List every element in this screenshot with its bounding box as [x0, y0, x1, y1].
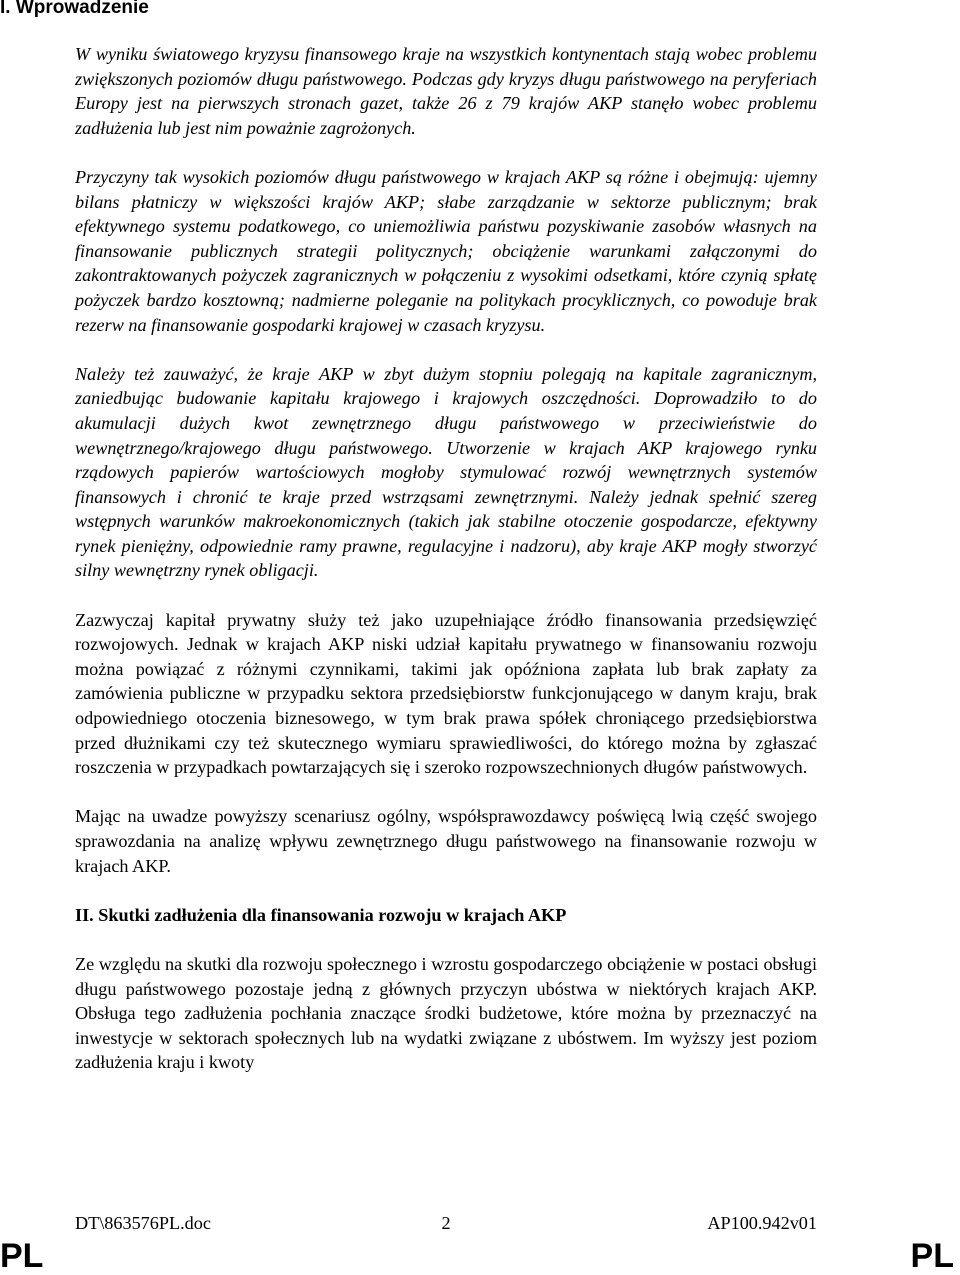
paragraph-debt-causes: Przyczyny tak wysokich poziomów długu państwowego w krajach AKP są różne i obejmują: ujemny bilans płatniczy w większości krajów AKP; słabe zarządzanie w sektorze publicznym; brak efektywnego systemu podatkowego, co uniemożliwia państwu pozyskiwanie zasobów własnych na finansowanie publicznych strategii politycznych; obciążenie warunkami załączonymi do zakontraktowanych pożyczek zagranicznych w połączeniu z wysokimi odsetkami, które czynią spłatę pożyczek bardzo kosztowną; nadmierne poleganie na politykach procyklicznych, co powoduje brak rezerw na finansowanie gospodarki krajowej w czasach kryzysu.	[75, 166, 817, 335]
footer-doc-reference: DT\863576PL.doc	[75, 1213, 211, 1233]
paragraph-crisis-overview: W wyniku światowego kryzysu finansowego kraje na wszystkich kontynentach stają wobec problemu zwiększonych poziomów długu państwowego. Podczas gdy kryzys długu państwowego na peryferiach Europy jest na pierwszych stronach gazet, także 26 z 79 krajów AKP stanęło wobec problemu zadłużenia lub jest nim poważnie zagrożonych.	[75, 44, 817, 138]
paragraph-private-capital: Zazwyczaj kapitał prywatny służy też jako uzupełniające źródło finansowania przedsięwzięć rozwojowych. Jednak w krajach AKP niski udział kapitału prywatnego w finansowaniu rozwoju można powiązać z różnymi czynnikami, takimi jak opóźniona zapłata lub brak zapłaty za zamówienia publiczne w przypadku sektora przedsiębiorstw funkcjonującego w danym kraju, brak odpowiedniego otoczenia biznesowego, w tym brak prawa spółek chroniącego przedsiębiorstwa przed dłużnikami czy też skutecznego wymiaru sprawiedliwości, do którego można by zgłaszać roszczenia w przypadkach powtarzających się i szeroko rozpowszechnionych długów państwowych.	[75, 609, 817, 778]
footer-doc-code: AP100.942v01	[707, 1213, 817, 1233]
language-code-right: PL	[910, 1237, 954, 1275]
section-heading-introduction: I. Wprowadzenie	[0, 0, 149, 18]
paragraph-debt-service: Ze względu na skutki dla rozwoju społecznego i wzrostu gospodarczego obciążenie w postaci obsługi długu państwowego pozostaje jedną z głównych przyczyn ubóstwa w niektórych krajach AKP. Obsługa tego zadłużenia pochłania znaczące środki budżetowe, które można by przeznaczyć na inwestycje w sektorach społecznych lub na wydatki związane z ubóstwem. Im wyższy jest poziom zadłużenia kraju i kwoty	[75, 953, 817, 1073]
document-body	[75, 42, 817, 1100]
footer-page-number: 2	[441, 1213, 451, 1233]
language-code-left: PL	[0, 1237, 44, 1275]
section-heading-debt-effects: II. Skutki zadłużenia dla finansowania rozwoju w krajach AKP	[75, 904, 567, 925]
paragraph-report-scope: Mając na uwadze powyższy scenariusz ogólny, współsprawozdawcy poświęcą lwią część swojego sprawozdania na analizę wpływu zewnętrznego długu państwowego na finansowanie rozwoju w krajach AKP.	[75, 806, 817, 876]
paragraph-foreign-capital: Należy też zauważyć, że kraje AKP w zbyt dużym stopniu polegają na kapitale zagranicznym, zaniedbując budowanie kapitału krajowego i krajowych oszczędności. Doprowadziło to do akumulacji dużych kwot zewnętrznego długu państwowego w przeciwieństwie do wewnętrznego/krajowego długu państwowego. Utworzenie w krajach AKP krajowego rynku rządowych papierów wartościowych mogłoby stymulować rozwój wewnętrznych systemów finansowych i chronić te kraje przed wstrząsami zewnętrznymi. Należy jednak spełnić szereg wstępnych warunków makroekonomicznych (takich jak stabilne otoczenie gospodarcze, efektywny rynek pieniężny, odpowiednie ramy prawne, regulacyjne i nadzoru), aby kraje AKP mogły stworzyć silny wewnętrzny rynek obligacji.	[75, 363, 817, 581]
